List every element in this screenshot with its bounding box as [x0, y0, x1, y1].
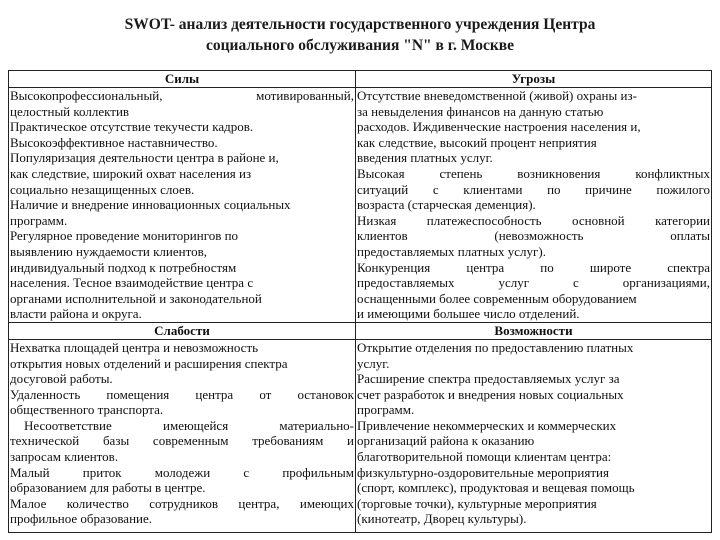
- strengths-line: Наличие и внедрение инновационных социальных: [10, 197, 291, 213]
- weaknesses-line: профильное образование.: [10, 511, 153, 527]
- opportunities-cell: [356, 339, 712, 532]
- opportunities-line: услуг.: [357, 355, 390, 371]
- strengths-line: Популяризация деятельности центра в районе и,: [10, 150, 279, 166]
- weaknesses-line: технической базы современным требованиям и: [10, 433, 354, 449]
- threats-line: оснащенными более современным оборудованием: [357, 290, 637, 306]
- opportunities-line: Привлечение некоммерческих и коммерческих: [357, 417, 617, 433]
- threats-header: Угрозы: [356, 71, 712, 88]
- strengths-line: Высокоэффективное наставничество.: [10, 134, 218, 150]
- strengths-line: Практическое отсутствие текучести кадров.: [10, 119, 254, 135]
- threats-line: как следствие, высокий процент неприятия: [357, 134, 597, 150]
- swot-table: [8, 70, 712, 533]
- weaknesses-line: Малый приток молодежи с профильным: [10, 464, 354, 480]
- threats-line: Низкая платежеспособность основной категории: [357, 212, 710, 228]
- threats-line: Высокая степень возникновения конфликтных: [357, 165, 710, 181]
- threats-line: клиентов (невозможность оплаты: [357, 228, 710, 244]
- weaknesses-cell: [9, 339, 356, 532]
- strengths-line: выявлению нуждаемости клиентов,: [10, 243, 207, 259]
- weaknesses-line: Нехватка площадей центра и невозможность: [10, 339, 259, 355]
- title-line-1: SWOT- анализ деятельности государственного учреждения Центра: [124, 16, 596, 33]
- opportunities-line: благотворительной помощи клиентам центра:: [357, 449, 612, 465]
- opportunities-line: программ.: [357, 402, 415, 418]
- opportunities-line: (торговые точки), культурные мероприятия: [357, 495, 597, 511]
- opportunities-line: (спорт, комплекс), продуктовая и вещевая помощь: [357, 480, 635, 496]
- opportunities-line: организаций района к оказанию: [357, 433, 535, 449]
- title-line-2: социального обслуживания "N" в г. Москве: [205, 37, 515, 54]
- weaknesses-line: досуговой работы.: [10, 371, 113, 387]
- strengths-line: программ.: [10, 212, 68, 228]
- weaknesses-line: Малое количество сотрудников центра, имеющих: [10, 495, 354, 511]
- weaknesses-line: образованием для работы в центре.: [10, 480, 206, 496]
- strengths-line: власти района и округа.: [10, 306, 142, 322]
- strengths-line: Высокопрофессиональный, мотивированный,: [10, 88, 354, 103]
- weaknesses-line: Удаленность помещения центра от остановок: [10, 386, 354, 402]
- weaknesses-header: Слабости: [9, 322, 356, 339]
- strengths-cell: [9, 88, 356, 323]
- strengths-line: целостный коллектив: [10, 103, 130, 119]
- opportunities-line: физкультурно-оздоровительные мероприятия: [357, 464, 609, 480]
- threats-line: расходов. Иждивенческие настроения населения и,: [357, 119, 641, 135]
- strengths-line: населения. Тесное взаимодействие центра с: [10, 275, 254, 291]
- strengths-line: Регулярное проведение мониторингов по: [10, 228, 239, 244]
- page-title: [0, 14, 720, 56]
- strengths-line: органами исполнительной и законодательной: [10, 290, 262, 306]
- opportunities-line: Открытие отделения по предоставлению платных: [357, 339, 634, 355]
- threats-line: возраста (старческая деменция).: [357, 197, 536, 213]
- weaknesses-line: Несоответствие имеющейся материально-: [24, 417, 354, 433]
- threats-line: предоставляемых платных услуг).: [357, 243, 546, 259]
- opportunities-line: Расширение спектра предоставляемых услуг за: [357, 371, 620, 387]
- strengths-line: индивидуальный подход к потребностям: [10, 259, 237, 275]
- strengths-line: как следствие, широкий охват населения из: [10, 165, 252, 181]
- opportunities-line: (кинотеатр, Дворец культуры).: [357, 511, 527, 527]
- weaknesses-line: открытия новых отделений и расширения спектра: [10, 355, 288, 371]
- weaknesses-line: запросам клиентов.: [10, 449, 119, 465]
- strengths-line: социально незащищенных слоев.: [10, 181, 195, 197]
- threats-line: и имеющими большее число отделений.: [357, 306, 580, 322]
- opportunities-line: счет разработок и внедрения новых социальных: [357, 386, 624, 402]
- weaknesses-line: общественного транспорта.: [10, 402, 164, 418]
- threats-line: Отсутствие вневедомственной (живой) охраны из-: [357, 88, 637, 103]
- threats-line: предоставляемых услуг с организациями,: [357, 275, 710, 291]
- threats-line: ситуаций с клиентами по причине пожилого: [357, 181, 710, 197]
- threats-line: Конкуренция центра по широте спектра: [357, 259, 710, 275]
- threats-cell: [356, 88, 712, 323]
- strengths-header: Силы: [9, 71, 356, 88]
- threats-line: введения платных услуг.: [357, 150, 493, 166]
- threats-line: за невыделения финансов на данную статью: [357, 103, 604, 119]
- opportunities-header: Возможности: [356, 322, 712, 339]
